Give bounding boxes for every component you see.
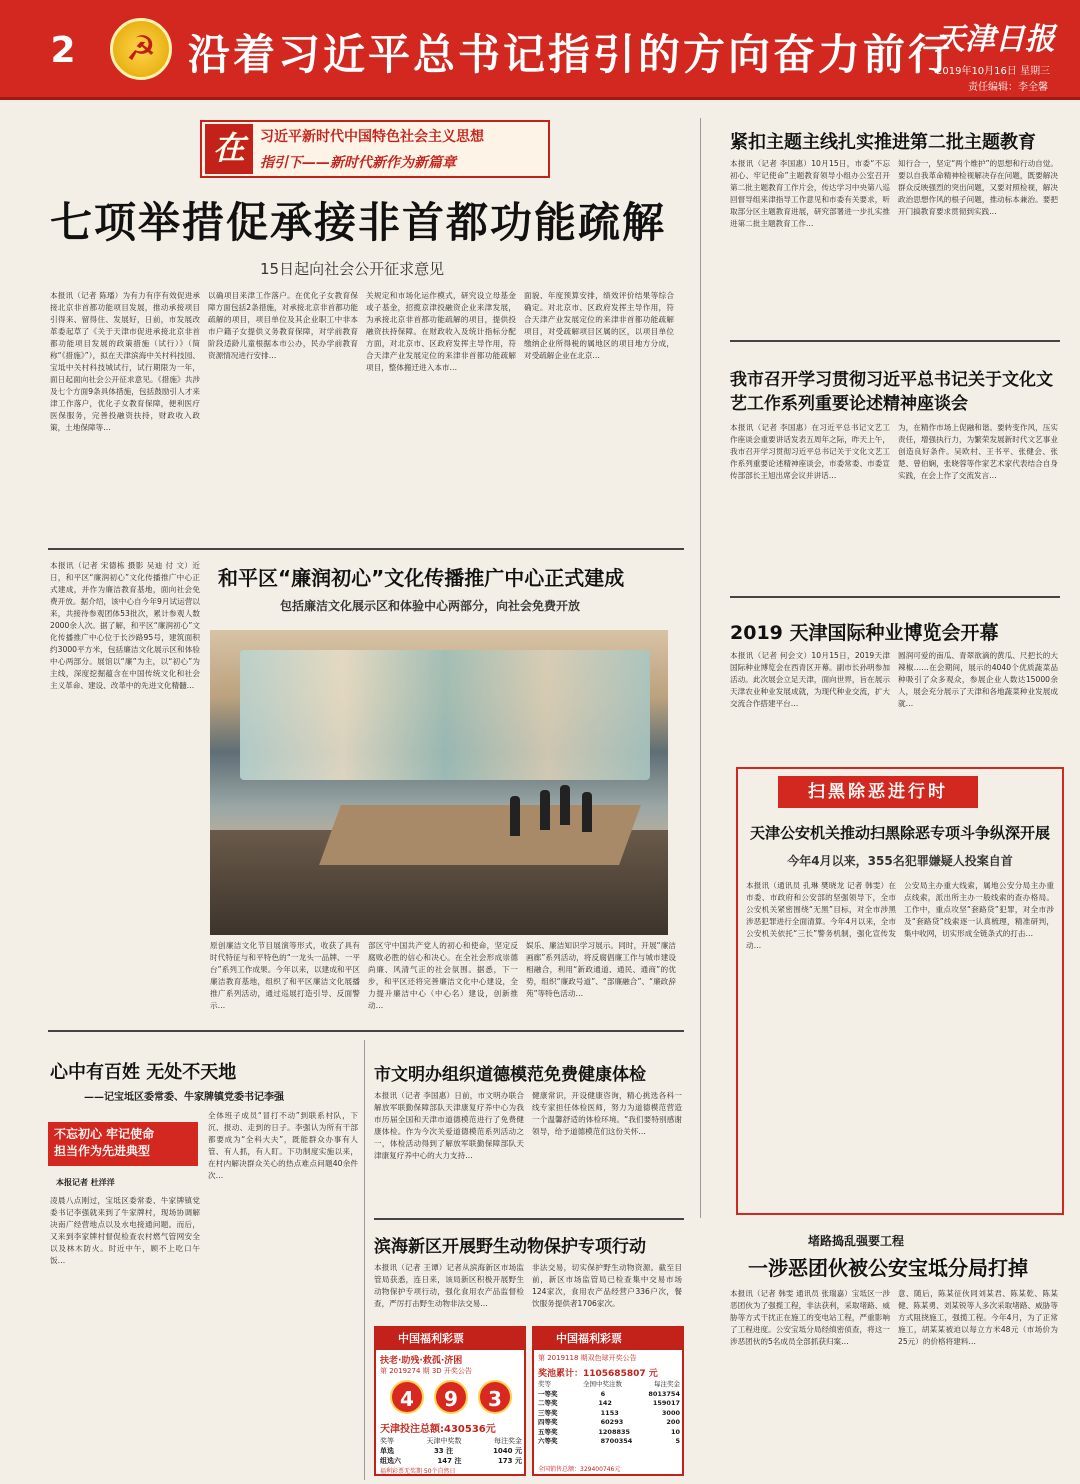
crime-col-1: 本报讯（通讯员 孔琳 樊晓龙 记者 韩雯）在市委、市政府和公安部的坚强领导下，全市公安机关紧密围绕“无黑”目标，对全市涉黑涉恶犯罪进行全面清算。今年4月以来，全市公安机关依托“三长”警务机制，强化宣传发动… (746, 881, 896, 950)
anti-crime-tag: 扫黑除恶进行时 (778, 776, 978, 808)
bottom2-col-2: 健康常识，开设健康咨询，精心挑选各科一线专家担任体检医师，努力为道德模范营造一个温馨舒适的体检环境。“我们要特别感谢领导，给予道德模范们这份关怀… (532, 1091, 682, 1136)
lottery-3d-table: 奖等 天津中奖数 每注奖金 单选 33 注 1040 元 组选六 147 注 173 元 (380, 1437, 522, 1465)
section-rule (48, 1030, 684, 1032)
bottom3-headline: 滨海新区开展野生动物保护专项行动 (374, 1237, 646, 1257)
right3-col-1: 本报讯（记者 何会文）10月15日，2019天津国际种业博览会在西青区开幕。副市长孙明参加活动。此次展会立足天津，面向世界，旨在展示天津农业种业发展成就，为现代种业交流，扩大交流合作搭建平台… (730, 651, 890, 708)
lottery-ball: 4 (390, 1380, 424, 1414)
section-rule (48, 548, 684, 550)
visitor-figure (560, 785, 570, 825)
visitor-figure (510, 796, 520, 836)
right1-col-2: 知行合一，坚定“两个维护”的思想和行动自觉。要以自我革命精神检视解决存在问题，既要解决群众反映强烈的突出问题，又要对照检视，解决政治思想作风的根子问题，推动标本兼治。要把开门搞教育要求贯彻到实践… (898, 159, 1058, 216)
lottery-3d-footer: 福利彩票无奖期 50个自然日 (380, 1468, 456, 1475)
right2-col-1: 本报讯（记者 李国惠）在习近平总书记文艺工作座谈会重要讲话发表五周年之际，昨天上午，我市召开学习贯彻习近平总书记关于文化文艺工作系列重要论述精神座谈会，市委常委、市委宣传部部长王旭出席会议并讲话… (730, 423, 890, 480)
display-table (319, 805, 641, 865)
lead-col-1: 本报讯（记者 陈璠）为有力有序有效促进承接北京非首都功能项目发展，推动承接项目引得来、留得住、发展好，日前，市发展改革委起草了《关于天津市促进承接北京非首都功能项目发展的政策措施（试行）》（简称“《措施》”），拟在天津滨海中关村科技园、宝坻中关村科技城试行，试行期限为一年，面日起面向社会公开征求意见。《措施》共涉及七个方面9条具体措施，包括鼓励引人才来津工作落户，优化子女教育保障，便利医疗医保服务，完善投融资扶持，财政收入政策，土地保障等… (50, 291, 200, 432)
lead-subhead: 15日起向社会公开征求意见 (260, 260, 445, 278)
issue-date: 2019年10月16日 星期三 (936, 66, 1051, 77)
series-banner-line1: 习近平新时代中国特色社会主义思想 (260, 129, 484, 145)
landscape-mural (240, 650, 650, 780)
lead-col-2: 以确项目来津工作落户。在优化子女教育保障方面包括2条措施，对承接北京非首都功能疏解的项目，项目单位及其企业职工中非本市户籍子女提供义务教育保障，对学前教育阶段适龄儿童根据本市公办，民办学前教育资源情况进行安排… (208, 291, 358, 360)
right1-col-1: 本报讯（记者 李国惠）10月15日，市委“不忘初心、牢记使命”主题教育领导小组办公室召开第二批主题教育工作片会，传达学习中央第八巡回督导组来津指导工作意见和市委有关要求，听取部分区主题教育进展，研究部署进一步扎实推进第二批主题教育工作… (730, 159, 890, 228)
feature-col-left: 本报讯（记者 宋德栋 摄影 吴迪 付 文）近日，和平区“廉润初心”文化传播推广中心正式建成，并作为廉洁教育基地，面向社会免费开放。据介绍，该中心自今年9月试运营以来，共接待参观团体53批次，累计参观人数2000余人次。据了解，和平区“廉润初心”文化传播推广中心位于长沙路95号，建筑面积约3000平方米，包括廉洁文化展示区和体验中心两部分。展馆以“廉”为主，以“初心”为主线，深度挖掘蕴含在中国传统文化和社会主义革命、建设、改革中的先进文化精髓… (50, 561, 200, 690)
bottom1-byline: 本报记者 杜洋洋 (56, 1178, 115, 1187)
right1-headline: 紧扣主题主线扎实推进第二批主题教育 (730, 132, 1036, 153)
lottery-ball: 3 (478, 1380, 512, 1414)
exhibition-hall-photo (210, 630, 668, 935)
party-emblem-icon: ☭ (110, 18, 172, 80)
feature-col-b2: 部区守中国共产党人的初心和使命，坚定反腐败必胜的信心和决心。在全社会形成崇德尚廉、风清气正的社会氛围。据悉，下一步，和平区还将完善廉洁文化中心建设，全力提升廉洁中心（中心名）建设，创新推动… (368, 941, 518, 1010)
lottery-ssq-issue: 第 2019118 期双色球开奖公告 (538, 1354, 637, 1362)
lottery-3d-title: 中国福利彩票 (376, 1328, 524, 1350)
case-headline: 一涉恶团伙被公安宝坻分局打掉 (748, 1256, 1028, 1280)
feature-headline: 和平区“廉润初心”文化传播推广中心正式建成 (218, 566, 625, 590)
visitor-figure (540, 790, 550, 830)
lottery-ssq-title: 中国福利彩票 (534, 1328, 682, 1350)
lottery-3d-total: 天津投注总额:430536元 (380, 1424, 496, 1435)
crime-col-2: 公安局主办重大线索，属地公安分局主办重点线索，派出所主办一般线索的查办格局。工作中，重点攻坚“套路贷”犯罪，对全市涉及“套路贷”线索逐一认真梳理，精准研判，集中收网，切实形成全链条式的打击… (904, 881, 1054, 938)
right3-col-2: 圆润可爱的南瓜、青翠欲滴的黄瓜、尺把长的大辣椒……在会期间，展示的4040个优质蔬菜品种吸引了众多观众，参展企业人数达15000余人，展会充分展示了天津和各地蔬菜种业发展成就… (898, 651, 1058, 708)
bottom2-headline: 市文明办组织道德模范免费健康体检 (374, 1065, 646, 1085)
series-tag-line2: 担当作为先进典型 (54, 1144, 151, 1158)
case-kicker: 堵路捣乱强要工程 (808, 1234, 905, 1248)
bottom1-subhead: ——记宝坻区委常委、牛家牌镇党委书记李强 (84, 1092, 284, 1103)
section-rule (730, 596, 1060, 598)
right3-headline: 2019 天津国际种业博览会开幕 (730, 622, 999, 644)
column-divider (700, 118, 701, 1218)
section-rule (730, 340, 1060, 342)
right2-headline: 我市召开学习贯彻习近平总书记关于文化文艺工作系列重要论述精神座谈会 (730, 370, 1053, 414)
crime-subhead: 今年4月以来，355名犯罪嫌疑人投案自首 (787, 854, 1013, 868)
page-banner-title: 沿着习近平总书记指引的方向奋力前行 (188, 30, 954, 79)
lottery-3d-box (374, 1326, 526, 1476)
feature-col-b3: 娱乐、廉洁知识学习展示。同时，开展“廉洁画廊”系列活动，将反腐倡廉工作与城市建设相融合，利用“新政通道、通民、通商”的优势，组织“廉政号道”、“部廉融合”、“廉政辞苑”等特色活动… (526, 941, 676, 998)
lottery-ssq-table: 奖等 全国中奖注数 每注奖金 一等奖 6 8013754 二等奖 142 159017 三等奖 1153 3000 四等奖 60293 200 五等奖 1208835 10 六等奖 8700354 5 (538, 1380, 680, 1445)
lead-headline: 七项举措促承接非首都功能疏解 (50, 198, 667, 247)
editor-credit: 责任编辑：李全馨 (968, 82, 1048, 93)
bottom1-headline: 心中有百姓 无处不天地 (50, 1062, 237, 1083)
series-banner-zai: 在 (205, 124, 253, 174)
case-col-1: 本报讯（记者 韩雯 通讯员 张瑞嘉）宝坻区一涉恶团伙为了强揽工程，非法获利，采取堵路、威胁等方式干扰正在施工的变电站工程，严重影响了工程进度。公安宝坻分局经缜密侦查，将这一涉恶团伙的5名成员全部抓获归案… (730, 1289, 890, 1346)
series-banner-line2: 指引下——新时代新作为新篇章 (260, 155, 456, 171)
lottery-ssq-jackpot: 奖池累计：1105685807 元 (538, 1369, 658, 1379)
lottery-3d-slogan: 扶老·助残·救孤·济困 (380, 1356, 463, 1366)
section-rule (374, 1218, 684, 1220)
lottery-ball: 9 (434, 1380, 468, 1414)
bottom3-col-1: 本报讯（记者 王谭）记者从滨海新区市场监管局获悉，连日来，该局新区积极开展野生动物保护专项行动，强化食用农产品监督检查，严厉打击野生动物非法交易… (374, 1263, 524, 1308)
crime-headline: 天津公安机关推动扫黑除恶专项斗争纵深开展 (749, 824, 1050, 842)
bottom1-col-1: 凌晨八点刚过，宝坻区委常委、牛家牌镇党委书记李强就来到了牛家牌村，现场协调解决南广经营地点以及水电接通问题。而后，又来到李家牌村督促检查农村燃气管网安全以及林木防火。时近中午，顾不上吃口午饭… (50, 1196, 200, 1265)
newspaper-logo: 天津日报 (935, 22, 1055, 57)
case-col-2: 意、随后，陈某征伙同刘某君、陈某乾、陈某健、陈某勇、刘某锐等人多次采取堵路、威胁等方式阻挠施工，强揽工程。今年4月，为了正常施工，胡某某被迫以每立方米48元（市场价为25元）的价格将建料… (898, 1289, 1058, 1346)
lead-col-4: 面貌、年度预算安排，绩效评价结果等综合确定。对北京市、区政府发挥主导作用，符合天津产业发展定位的来津非首都功能疏解项目，对受疏解项目区属的区，以项目单位缴纳企业所得税的属地区的项目地方分成，对受疏解企业在北京… (524, 291, 674, 360)
lottery-3d-issue: 第 2019274 期 3D 开奖公告 (380, 1367, 472, 1375)
feature-col-b1: 原创廉洁文化节目展演等形式，收获了具有时代特征与和平特色的“一龙头一品牌、一平台”系列工作成果。今年以来，以建成和平区廉洁教育基地，组织了和平区廉洁文化展播推广系列活动，通过巡展打造引导、反面警示… (210, 941, 360, 1010)
right2-col-2: 为，在精作市场上促融和谐。要转变作风，压实责任，增强执行力，为繁荣发展新时代文艺事业创造良好条件。吴欧村、王书平、张健会、张楚、曾伯娴，张晓蓉等作家艺术家代表结合自身实践，在会上作了交流发言… (898, 423, 1058, 480)
lottery-ssq-box (532, 1326, 684, 1476)
column-divider (364, 1040, 365, 1480)
bottom2-col-1: 本报讯（记者 李国惠）日前，市文明办联合解放军联勤保障部队天津康复疗养中心为我市历届全国和天津市道德模范进行了免费健康体检。作为今次关爱道德模范系列活动之一，体检活动得到了解放军联勤保障部队天津康复疗养中心的大力支持… (374, 1091, 524, 1160)
lottery-ssq-footer: 全国销售总额：329400746元 (538, 1466, 621, 1473)
feature-subhead: 包括廉洁文化展示区和体验中心两部分，向社会免费开放 (280, 599, 581, 613)
series-tag (48, 1122, 198, 1166)
lead-col-3: 关规定和市场化运作模式，研究设立母基金或子基金，招揽京津投融资企业来津发展，为承接北京非首都功能疏解的项目，提供投融资扶持保障。在财政收入及统计指标分配方面，对北京市、区政府发挥主导作用，符合天津产业发展定位的来津非首都功能疏解项目，整体搬迁进入本市… (366, 291, 516, 372)
visitor-figure (582, 792, 592, 832)
bottom1-col-2: 全体班子成员“冒打不动”到联系村队，下沉、报动、走到的日子。李强认为所有干部都要成为“全科大夫”，既能群众办事有人管、有人抓，有人盯。下功制度实施以来，在村内解决群众关心的热点难点问题40余件次… (208, 1111, 358, 1180)
page-number: 2 (50, 29, 76, 71)
bottom3-col-2: 非法交易，切实保护野生动物资源。截至目前，新区市场监管局已检查集中交易市场124家次，食用农产品经营户336户次，餐饮服务提供者1706家次。 (532, 1263, 682, 1308)
series-tag-line1: 不忘初心 牢记使命 (54, 1127, 155, 1141)
